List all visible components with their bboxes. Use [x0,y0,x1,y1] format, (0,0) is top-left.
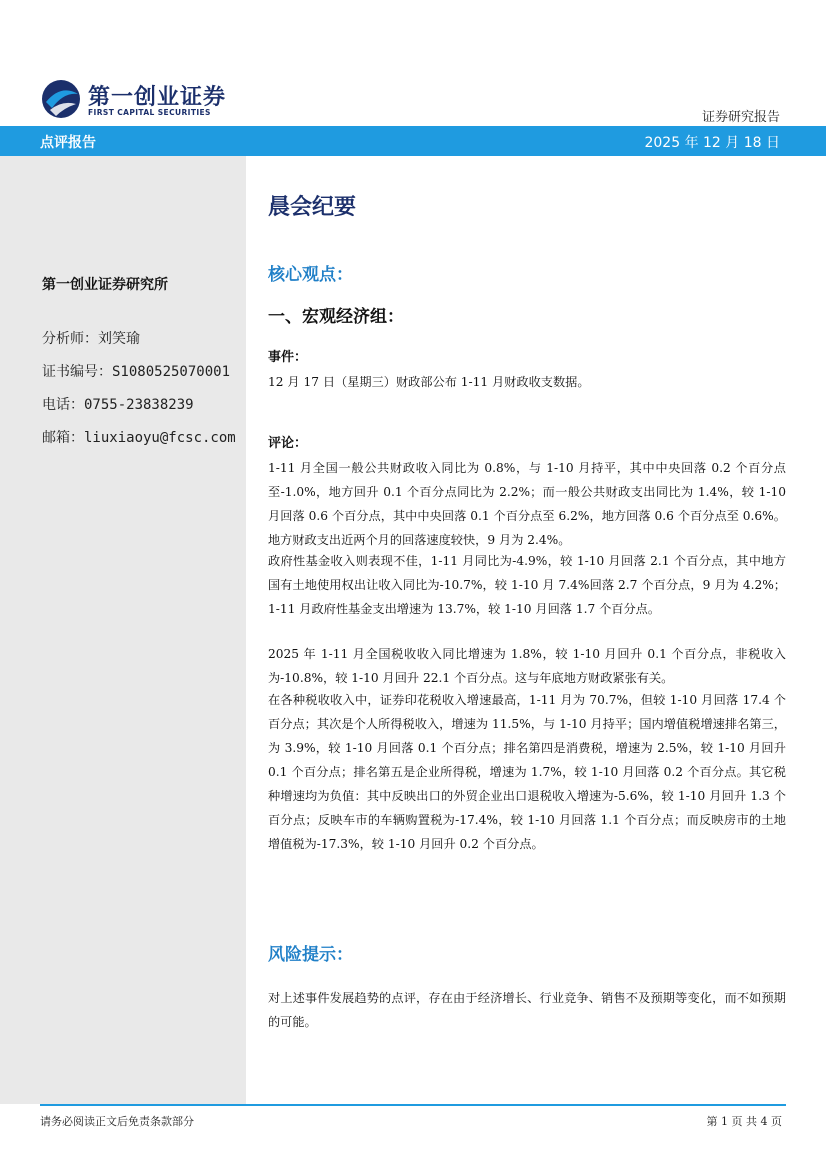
section-heading: 一、宏观经济组： [268,307,404,327]
comment-label: 评论： [268,436,308,451]
footer-divider [40,1104,786,1106]
comment-paragraph-1: 1-11 月全国一般公共财政收入同比为 0.8%，与 1-10 月持平，其中中央回落 0.2 个百分点至-1.0%，地方回升 0.1 个百分点同比为 2.2%；而一般公共财政支出同比为 1.4%，较 1-10 月回落 0.6 个百分点，其中中央回落 0.1 个百分点至 6.2%，地方回落 0.6 个百分点至 0.6%。地方财政支出近两个月的回落速度较快，9 月为 2.4%。 [268,461,786,547]
institute-name: 第一创业证券研究所 [42,277,168,293]
analyst-name: 分析师：刘笑瑜 [42,331,140,347]
report-kind: 证券研究报告 [701,110,780,125]
risk-heading: 风险提示： [268,945,353,965]
report-date: 2025 年 12 月 18 日 [644,135,780,151]
globe-logo-icon [40,78,82,120]
sidebar [0,156,246,1104]
email-address[interactable]: 邮箱：liuxiaoyu@fcsc.com [42,430,236,446]
event-label: 事件： [268,350,308,365]
risk-text: 对上述事件发展趋势的点评，存在由于经济增长、行业竞争、销售不及预期等变化，而不如预期的可能。 [268,991,786,1029]
core-heading: 核心观点： [268,265,353,285]
page-title: 晨会纪要 [268,194,357,220]
logo-name-cn: 第一创业证券 [88,84,227,110]
company-logo [40,78,240,122]
comment-paragraph-4: 在各种税收收入中，证券印花税收入增速最高，1-11 月为 70.7%，但较 1-10 月回落 17.4 个百分点；其次是个人所得税收入，增速为 11.5%，与 1-10 月持平；国内增值税增速排名第三，为 3.9%，较 1-10 月回落 0.1 个百分点；排名第四是消费税，增速为 2.5%，较 1-10 月回升 0.1 个百分点；排名第五是企业所得税，增速为 1.7%，较 1-10 月回落 0.2 个百分点。其它税种增速均为负值：其中反映出口的外贸企业出口退税收入增速为-5.6%，较 1-10 月回升 1.3 个百分点；反映车市的车辆购置税为-17.4%，较 1-10 月回落 1.1 个百分点；而反映房市的土地增值税为-17.3%，较 1-10 月回升 0.2 个百分点。 [268,693,786,851]
page-number: 第 1 页 共 4 页 [706,1115,782,1128]
header-banner [0,126,826,156]
footer-disclaimer: 请务必阅读正文后免责条款部分 [40,1115,194,1128]
logo-name-en: FIRST CAPITAL SECURITIES [88,108,211,117]
event-text: 12 月 17 日（星期三）财政部公布 1-11 月财政收支数据。 [268,375,590,389]
certificate-number: 证书编号：S1080525070001 [42,364,231,380]
report-type: 点评报告 [40,135,96,151]
comment-paragraph-3: 2025 年 1-11 月全国税收收入同比增速为 1.8%，较 1-10 月回升 0.1 个百分点，非税收入为-10.8%，较 1-10 月回升 22.1 个百分点。这与年底地方财政紧张有关。 [268,647,786,685]
comment-paragraph-2: 政府性基金收入则表现不佳，1-11 月同比为-4.9%，较 1-10 月回落 2.1 个百分点，其中地方国有土地使用权出让收入同比为-10.7%，较 1-10 月 7.4%回落 2.7 个百分点，9 月为 4.2%；1-11 月政府性基金支出增速为 13.7%，较 1-10 月回落 1.7 个百分点。 [268,554,786,616]
phone-number: 电话：0755-23838239 [42,397,194,413]
